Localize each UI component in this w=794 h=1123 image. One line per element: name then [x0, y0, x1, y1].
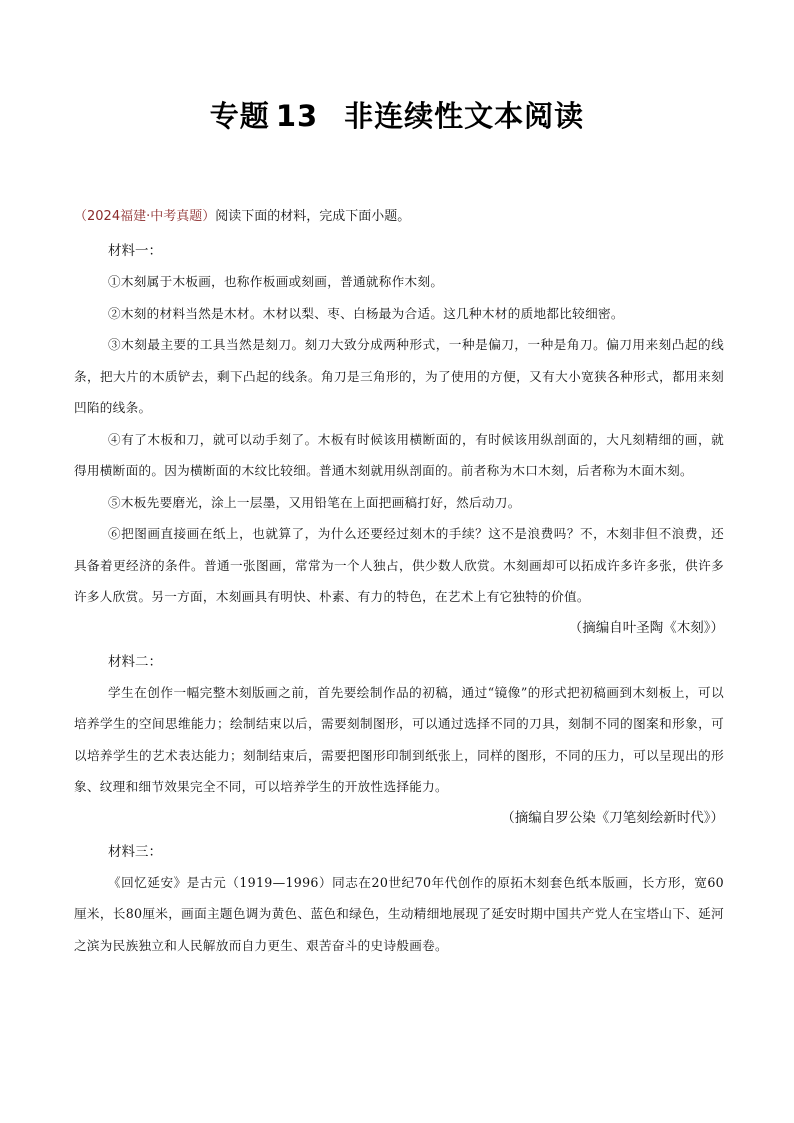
material2-label: 材料二：	[108, 653, 162, 670]
material1-paragraph: ⑥把图画直接画在纸上，也就算了，为什么还要经过刻木的手续？这不是浪费吗？不，木刻非但不浪费，还具备着更经济的条件。普通一张图画，常常为一个人独占，供少数人欣赏。木刻画却可以拓成许多许多张，供许多许多人欣赏。另一方面，木刻画具有明快、朴素、有力的特色，在艺术上有它独特的价值。	[74, 526, 724, 604]
page-title	[0, 94, 794, 135]
material1-credit: （摘编自叶圣陶《木刻》）	[568, 619, 724, 636]
title-main: 非连续性文本阅读	[344, 99, 585, 133]
material2-credit: （摘编自罗公染《刀笔刻绘新时代》）	[501, 809, 724, 826]
question-header	[74, 205, 410, 224]
material2-paragraph: 学生在创作一幅完整木刻版画之前，首先要绘制作品的初稿，通过“镜像”的形式把初稿画到木刻板上，可以培养学生的空间思维能力；绘制结束以后，需要刻制图形，可以通过选择不同的刀具，刻制不同的图案和形象，可以培养学生的艺术表达能力；刻制结束后，需要把图形印制到纸张上，同样的图形，不同的压力，可以呈现出的形象、纹理和细节效果完全不同，可以培养学生的开放性选择能力。	[74, 684, 724, 794]
material1-paragraph: ③木刻最主要的工具当然是刻刀。刻刀大致分成两种形式，一种是偏刀，一种是角刀。偏刀用来刻凸起的线条，把大片的木质铲去，剩下凸起的线条。角刀是三角形的，为了使用的方便，又有大小宽狭各种形式，都用来刻凹陷的线条。	[74, 337, 724, 415]
title-number: 13	[275, 99, 319, 133]
material1-paragraph: ④有了木板和刀，就可以动手刻了。木板有时候该用横断面的，有时候该用纵剖面的，大凡刻精细的画，就得用横断面的。因为横断面的木纹比较细。普通木刻就用纵剖面的。前者称为木口木刻，后者称为木面木刻。	[74, 431, 724, 478]
question-instruction: 阅读下面的材料，完成下面小题。	[215, 209, 411, 224]
material1-paragraph: ②木刻的材料当然是木材。木材以梨、枣、白杨最为合适。这几种木材的质地都比较细密。	[108, 305, 624, 321]
material3-paragraph: 《回忆延安》是古元（1919—1996）同志在20世纪70年代创作的原拓木刻套色纸本版画，长方形，宽60厘米，长80厘米，画面主题色调为黄色、蓝色和绿色，生动精细地展现了延安时期中国共产党人在宝塔山下、延河之滨为民族独立和人民解放而自力更生、艰苦奋斗的史诗般画卷。	[74, 874, 724, 953]
question-source-tag: （2024福建·中考真题）	[74, 209, 216, 224]
material1-label: 材料一：	[108, 243, 162, 259]
reading-materials	[74, 236, 724, 961]
title-prefix: 专题	[209, 99, 270, 133]
material3-label: 材料三：	[108, 843, 162, 860]
material1-paragraph: ①木刻属于木板画，也称作板画或刻画，普通就称作木刻。	[108, 274, 444, 289]
material1-paragraph: ⑤木板先要磨光，涂上一层墨，又用铅笔在上面把画稿打好，然后动刀。	[108, 494, 521, 510]
